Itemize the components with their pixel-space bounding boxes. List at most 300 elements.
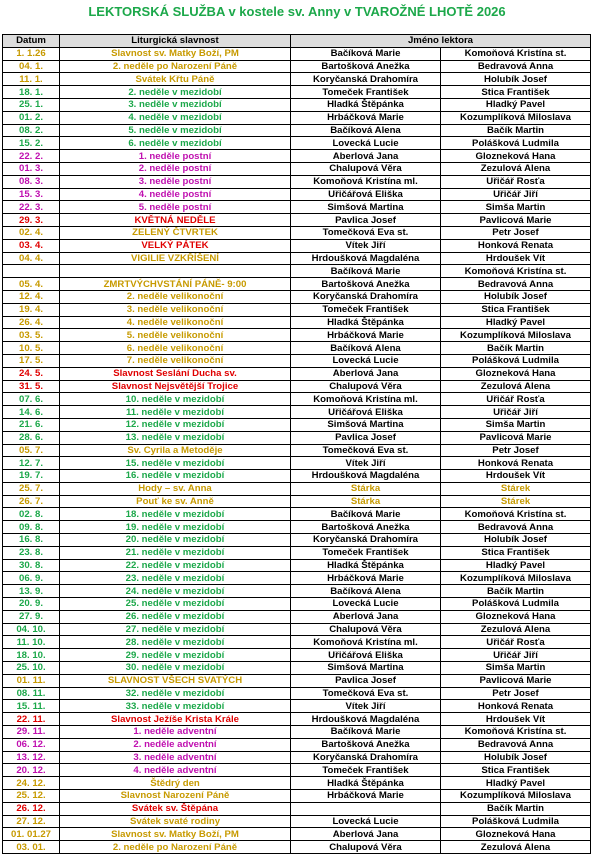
row-feast: 2. neděle v mezidobí bbox=[60, 86, 291, 99]
table-row bbox=[3, 239, 591, 252]
table-row bbox=[3, 649, 591, 662]
row-feast: Svátek svaté rodiny bbox=[60, 815, 291, 828]
row-feast bbox=[60, 265, 291, 278]
table-row bbox=[3, 687, 591, 700]
row-date: 16. 8. bbox=[3, 534, 60, 547]
row-date: 20. 12. bbox=[3, 764, 60, 777]
row-date: 01. 2. bbox=[3, 111, 60, 124]
row-date: 11. 10. bbox=[3, 636, 60, 649]
row-feast: 16. neděle v mezidobí bbox=[60, 470, 291, 483]
table-row bbox=[3, 559, 591, 572]
table-row bbox=[3, 495, 591, 508]
table-row bbox=[3, 674, 591, 687]
row-date: 20. 9. bbox=[3, 598, 60, 611]
table-row bbox=[3, 738, 591, 751]
row-feast: 22. neděle v mezidobí bbox=[60, 559, 291, 572]
row-lector-1: Koryčanská Drahomíra bbox=[291, 73, 441, 86]
row-lector-2: Honková Renata bbox=[441, 700, 591, 713]
row-feast: 21. neděle v mezidobí bbox=[60, 546, 291, 559]
row-lector-1: Hrdoušková Magdaléna bbox=[291, 470, 441, 483]
table-row bbox=[3, 162, 591, 175]
table-row bbox=[3, 751, 591, 764]
table-row bbox=[3, 610, 591, 623]
row-feast: VELKÝ PÁTEK bbox=[60, 239, 291, 252]
row-lector-2: Hrdoušek Vít bbox=[441, 470, 591, 483]
page-title: LEKTORSKÁ SLUŽBA v kostele sv. Anny v TVAROŽNÉ LHOTĚ 2026 bbox=[88, 4, 506, 19]
row-feast: 3. neděle v mezidobí bbox=[60, 98, 291, 111]
row-lector-2: Kozumplíková Miloslava bbox=[441, 329, 591, 342]
row-date: 26. 12. bbox=[3, 802, 60, 815]
row-lector-2: Holubík Josef bbox=[441, 290, 591, 303]
row-lector-2: Bedravová Anna bbox=[441, 60, 591, 73]
row-lector-2: Uřičář Jiří bbox=[441, 406, 591, 419]
row-lector-1: Hrbáčková Marie bbox=[291, 790, 441, 803]
row-feast: 2. neděle postní bbox=[60, 162, 291, 175]
table-row bbox=[3, 47, 591, 60]
row-feast: Slavnost sv. Matky Boží, PM bbox=[60, 47, 291, 60]
row-date: 17. 5. bbox=[3, 354, 60, 367]
header-date: Datum bbox=[3, 35, 60, 48]
table-row bbox=[3, 150, 591, 163]
row-feast: 15. neděle v mezidobí bbox=[60, 457, 291, 470]
table-row bbox=[3, 521, 591, 534]
row-feast: 3. neděle postní bbox=[60, 175, 291, 188]
table-row bbox=[3, 546, 591, 559]
row-lector-1: Bačíková Marie bbox=[291, 508, 441, 521]
row-feast: Svátek Křtu Páně bbox=[60, 73, 291, 86]
row-lector-1: Komoňová Kristína ml. bbox=[291, 393, 441, 406]
row-lector-2: Holubík Josef bbox=[441, 73, 591, 86]
row-lector-1: Chalupová Věra bbox=[291, 162, 441, 175]
table-row bbox=[3, 303, 591, 316]
row-lector-2: Komoňová Kristína st. bbox=[441, 47, 591, 60]
row-feast: 28. neděle v mezidobí bbox=[60, 636, 291, 649]
row-lector-2: Bedravová Anna bbox=[441, 738, 591, 751]
table-row bbox=[3, 777, 591, 790]
row-lector-2: Petr Josef bbox=[441, 687, 591, 700]
row-date: 1. 1.26 bbox=[3, 47, 60, 60]
row-feast: Slavnost sv. Matky Boží, PM bbox=[60, 828, 291, 841]
row-lector-1: Uřičářová Eliška bbox=[291, 188, 441, 201]
row-lector-1: Pavlica Josef bbox=[291, 214, 441, 227]
row-lector-2: Petr Josef bbox=[441, 444, 591, 457]
table-row bbox=[3, 252, 591, 265]
table-row bbox=[3, 329, 591, 342]
row-lector-2: Bedravová Anna bbox=[441, 278, 591, 291]
row-lector-1: Lovecká Lucie bbox=[291, 815, 441, 828]
row-lector-1: Chalupová Věra bbox=[291, 841, 441, 854]
row-lector-1: Hrdoušková Magdaléna bbox=[291, 713, 441, 726]
row-lector-2: Bedravová Anna bbox=[441, 521, 591, 534]
row-lector-2: Stica František bbox=[441, 764, 591, 777]
row-lector-2: Pavlicová Marie bbox=[441, 674, 591, 687]
row-feast: ZMRTVÝCHVSTÁNÍ PÁNĚ- 9:00 bbox=[60, 278, 291, 291]
row-lector-2: Holubík Josef bbox=[441, 751, 591, 764]
row-lector-2: Hladký Pavel bbox=[441, 98, 591, 111]
row-lector-1: Stárka bbox=[291, 482, 441, 495]
row-feast: 1. neděle adventní bbox=[60, 726, 291, 739]
row-lector-2: Stica František bbox=[441, 546, 591, 559]
row-lector-2: Polášková Ludmila bbox=[441, 137, 591, 150]
row-lector-1: Tomeček František bbox=[291, 546, 441, 559]
row-date: 30. 8. bbox=[3, 559, 60, 572]
row-lector-1: Tomeček František bbox=[291, 303, 441, 316]
row-lector-1: Komoňová Kristína ml. bbox=[291, 175, 441, 188]
row-date: 22. 2. bbox=[3, 150, 60, 163]
row-lector-2: Zezulová Alena bbox=[441, 623, 591, 636]
row-date: 27. 9. bbox=[3, 610, 60, 623]
row-feast: 5. neděle postní bbox=[60, 201, 291, 214]
row-feast: 24. neděle v mezidobí bbox=[60, 585, 291, 598]
row-date: 12. 7. bbox=[3, 457, 60, 470]
table-row bbox=[3, 662, 591, 675]
table-row bbox=[3, 73, 591, 86]
row-lector-1: Aberlová Jana bbox=[291, 150, 441, 163]
table-row bbox=[3, 802, 591, 815]
row-date bbox=[3, 265, 60, 278]
row-date: 18. 1. bbox=[3, 86, 60, 99]
row-lector-1: Komoňová Kristína ml. bbox=[291, 636, 441, 649]
row-lector-2: Kozumplíková Miloslava bbox=[441, 572, 591, 585]
row-feast: Slavnost Ježíše Krista Krále bbox=[60, 713, 291, 726]
row-feast: Hody – sv. Anna bbox=[60, 482, 291, 495]
row-date: 03. 5. bbox=[3, 329, 60, 342]
row-date: 28. 6. bbox=[3, 431, 60, 444]
row-date: 07. 6. bbox=[3, 393, 60, 406]
row-date: 05. 4. bbox=[3, 278, 60, 291]
row-date: 15. 2. bbox=[3, 137, 60, 150]
table-row bbox=[3, 598, 591, 611]
row-date: 25. 7. bbox=[3, 482, 60, 495]
row-lector-1: Bartošková Anežka bbox=[291, 278, 441, 291]
row-date: 10. 5. bbox=[3, 342, 60, 355]
row-date: 26. 4. bbox=[3, 316, 60, 329]
row-lector-1: Bartošková Anežka bbox=[291, 60, 441, 73]
row-lector-2: Zezulová Alena bbox=[441, 841, 591, 854]
row-lector-2: Stárek bbox=[441, 495, 591, 508]
row-feast: 3. neděle velikonoční bbox=[60, 303, 291, 316]
row-lector-2: Kozumplíková Miloslava bbox=[441, 790, 591, 803]
row-feast: 5. neděle v mezidobí bbox=[60, 124, 291, 137]
row-date: 21. 6. bbox=[3, 418, 60, 431]
row-feast: 2. neděle adventní bbox=[60, 738, 291, 751]
row-lector-2: Pavlicová Marie bbox=[441, 214, 591, 227]
row-lector-2: Bačík Martin bbox=[441, 802, 591, 815]
row-feast: 25. neděle v mezidobí bbox=[60, 598, 291, 611]
row-date: 26. 7. bbox=[3, 495, 60, 508]
row-feast: 6. neděle velikonoční bbox=[60, 342, 291, 355]
row-feast: 10. neděle v mezidobí bbox=[60, 393, 291, 406]
row-feast: ZELENÝ ČTVRTEK bbox=[60, 226, 291, 239]
row-feast: 2. neděle velikonoční bbox=[60, 290, 291, 303]
row-lector-2: Petr Josef bbox=[441, 226, 591, 239]
row-feast: 26. neděle v mezidobí bbox=[60, 610, 291, 623]
row-lector-2: Kozumplíková Miloslava bbox=[441, 111, 591, 124]
row-date: 08. 2. bbox=[3, 124, 60, 137]
row-lector-2: Hrdoušek Vít bbox=[441, 252, 591, 265]
row-lector-2: Bačík Martin bbox=[441, 124, 591, 137]
row-feast: 33. neděle v mezidobí bbox=[60, 700, 291, 713]
row-date: 19. 4. bbox=[3, 303, 60, 316]
row-lector-1: Chalupová Věra bbox=[291, 623, 441, 636]
table-row bbox=[3, 124, 591, 137]
row-date: 04. 4. bbox=[3, 252, 60, 265]
row-lector-2: Uřičář Rosťa bbox=[441, 393, 591, 406]
row-lector-1: Hladká Štěpánka bbox=[291, 777, 441, 790]
table-row bbox=[3, 354, 591, 367]
row-date: 19. 7. bbox=[3, 470, 60, 483]
row-feast: 1. neděle postní bbox=[60, 150, 291, 163]
row-lector-1: Lovecká Lucie bbox=[291, 598, 441, 611]
table-row bbox=[3, 290, 591, 303]
row-date: 04. 1. bbox=[3, 60, 60, 73]
row-feast: 6. neděle v mezidobí bbox=[60, 137, 291, 150]
row-lector-1: Bartošková Anežka bbox=[291, 521, 441, 534]
row-feast: 18. neděle v mezidobí bbox=[60, 508, 291, 521]
row-lector-2: Bačík Martin bbox=[441, 342, 591, 355]
table-row bbox=[3, 60, 591, 73]
row-date: 03. 4. bbox=[3, 239, 60, 252]
row-lector-2: Uřičář Jiří bbox=[441, 649, 591, 662]
row-lector-1: Bačíková Alena bbox=[291, 124, 441, 137]
row-lector-2: Simša Martin bbox=[441, 418, 591, 431]
row-lector-1: Bačíková Marie bbox=[291, 47, 441, 60]
row-lector-2: Komoňová Kristína st. bbox=[441, 265, 591, 278]
row-lector-1: Hladká Štěpánka bbox=[291, 559, 441, 572]
row-lector-1: Simšová Martina bbox=[291, 662, 441, 675]
table-row bbox=[3, 470, 591, 483]
table-row bbox=[3, 265, 591, 278]
row-lector-2: Glozneková Hana bbox=[441, 367, 591, 380]
row-lector-1: Stárka bbox=[291, 495, 441, 508]
row-feast: Sv. Cyrila a Metoděje bbox=[60, 444, 291, 457]
row-feast: 30. neděle v mezidobí bbox=[60, 662, 291, 675]
row-date: 22. 3. bbox=[3, 201, 60, 214]
row-date: 08. 3. bbox=[3, 175, 60, 188]
table-row bbox=[3, 188, 591, 201]
row-feast: Svátek sv. Štěpána bbox=[60, 802, 291, 815]
row-lector-1: Tomečková Eva st. bbox=[291, 226, 441, 239]
row-lector-2: Hladký Pavel bbox=[441, 316, 591, 329]
row-feast: 2. neděle po Narození Páně bbox=[60, 60, 291, 73]
table-row bbox=[3, 726, 591, 739]
row-date: 09. 8. bbox=[3, 521, 60, 534]
row-feast: 2. neděle po Narození Páně bbox=[60, 841, 291, 854]
row-lector-2: Uřičář Jiří bbox=[441, 188, 591, 201]
row-feast: 23. neděle v mezidobí bbox=[60, 572, 291, 585]
row-lector-1: Bačíková Alena bbox=[291, 342, 441, 355]
row-feast: 4. neděle postní bbox=[60, 188, 291, 201]
row-lector-2: Polášková Ludmila bbox=[441, 354, 591, 367]
row-lector-2: Uřičář Rosťa bbox=[441, 175, 591, 188]
row-feast: 12. neděle v mezidobí bbox=[60, 418, 291, 431]
row-lector-1: Tomečková Eva st. bbox=[291, 687, 441, 700]
row-feast: Štědrý den bbox=[60, 777, 291, 790]
row-feast: 3. neděle adventní bbox=[60, 751, 291, 764]
row-lector-1: Uřičářová Eliška bbox=[291, 406, 441, 419]
row-lector-2: Polášková Ludmila bbox=[441, 815, 591, 828]
row-feast: Slavnost Narození Páně bbox=[60, 790, 291, 803]
row-lector-2: Glozneková Hana bbox=[441, 828, 591, 841]
table-row bbox=[3, 393, 591, 406]
row-lector-1: Tomeček František bbox=[291, 764, 441, 777]
row-feast: VIGILIE VZKŘÍŠENÍ bbox=[60, 252, 291, 265]
row-date: 14. 6. bbox=[3, 406, 60, 419]
table-row bbox=[3, 380, 591, 393]
table-row bbox=[3, 214, 591, 227]
row-date: 06. 12. bbox=[3, 738, 60, 751]
table-row bbox=[3, 342, 591, 355]
row-date: 06. 9. bbox=[3, 572, 60, 585]
row-date: 08. 11. bbox=[3, 687, 60, 700]
row-date: 02. 8. bbox=[3, 508, 60, 521]
header-lector: Jméno lektora bbox=[291, 35, 591, 48]
table-row bbox=[3, 585, 591, 598]
row-feast: 4. neděle velikonoční bbox=[60, 316, 291, 329]
row-lector-2: Hrdoušek Vít bbox=[441, 713, 591, 726]
row-lector-1: Koryčanská Drahomíra bbox=[291, 751, 441, 764]
row-feast: 27. neděle v mezidobí bbox=[60, 623, 291, 636]
row-date: 29. 11. bbox=[3, 726, 60, 739]
table-row bbox=[3, 534, 591, 547]
row-lector-1: Hladká Štěpánka bbox=[291, 98, 441, 111]
table-row bbox=[3, 418, 591, 431]
table-row bbox=[3, 636, 591, 649]
row-lector-2: Honková Renata bbox=[441, 239, 591, 252]
table-row bbox=[3, 406, 591, 419]
row-lector-1: Simšová Martina bbox=[291, 418, 441, 431]
row-date: 18. 10. bbox=[3, 649, 60, 662]
row-lector-1: Hladká Štěpánka bbox=[291, 316, 441, 329]
row-lector-1: Tomeček František bbox=[291, 86, 441, 99]
table-row bbox=[3, 572, 591, 585]
row-date: 01. 3. bbox=[3, 162, 60, 175]
row-lector-1: Lovecká Lucie bbox=[291, 137, 441, 150]
table-row bbox=[3, 367, 591, 380]
row-lector-2: Zezulová Alena bbox=[441, 380, 591, 393]
row-date: 25. 10. bbox=[3, 662, 60, 675]
row-lector-2: Bačík Martin bbox=[441, 585, 591, 598]
row-lector-2: Stica František bbox=[441, 86, 591, 99]
row-lector-1 bbox=[291, 802, 441, 815]
row-feast: 32. neděle v mezidobí bbox=[60, 687, 291, 700]
row-lector-1: Bartošková Anežka bbox=[291, 738, 441, 751]
table-row bbox=[3, 790, 591, 803]
row-feast: 5. neděle velikonoční bbox=[60, 329, 291, 342]
table-row bbox=[3, 482, 591, 495]
row-feast: SLAVNOST VŠECH SVATÝCH bbox=[60, 674, 291, 687]
row-date: 12. 4. bbox=[3, 290, 60, 303]
row-lector-2: Uřičář Rosťa bbox=[441, 636, 591, 649]
row-lector-2: Pavlicová Marie bbox=[441, 431, 591, 444]
row-lector-1: Uřičářová Eliška bbox=[291, 649, 441, 662]
row-lector-2: Hladký Pavel bbox=[441, 559, 591, 572]
table-row bbox=[3, 201, 591, 214]
table-row bbox=[3, 137, 591, 150]
row-lector-2: Komoňová Kristína st. bbox=[441, 508, 591, 521]
row-lector-2: Hladký Pavel bbox=[441, 777, 591, 790]
row-lector-1: Hrbáčková Marie bbox=[291, 572, 441, 585]
row-lector-1: Pavlica Josef bbox=[291, 431, 441, 444]
row-feast: 13. neděle v mezidobí bbox=[60, 431, 291, 444]
row-date: 15. 11. bbox=[3, 700, 60, 713]
row-lector-2: Zezulová Alena bbox=[441, 162, 591, 175]
row-date: 13. 12. bbox=[3, 751, 60, 764]
row-lector-2: Komoňová Kristína st. bbox=[441, 726, 591, 739]
row-date: 31. 5. bbox=[3, 380, 60, 393]
row-feast: KVĚTNÁ NEDĚLE bbox=[60, 214, 291, 227]
table-row bbox=[3, 316, 591, 329]
row-lector-2: Simša Martin bbox=[441, 662, 591, 675]
table-row bbox=[3, 713, 591, 726]
row-date: 29. 3. bbox=[3, 214, 60, 227]
row-date: 01. 11. bbox=[3, 674, 60, 687]
row-date: 13. 9. bbox=[3, 585, 60, 598]
row-date: 03. 01. bbox=[3, 841, 60, 854]
row-feast: 4. neděle adventní bbox=[60, 764, 291, 777]
row-date: 24. 12. bbox=[3, 777, 60, 790]
table-row bbox=[3, 444, 591, 457]
table-row bbox=[3, 86, 591, 99]
table-row bbox=[3, 98, 591, 111]
row-lector-1: Vítek Jiří bbox=[291, 457, 441, 470]
table-row bbox=[3, 226, 591, 239]
table-row bbox=[3, 764, 591, 777]
table-row bbox=[3, 841, 591, 854]
row-lector-2: Glozneková Hana bbox=[441, 610, 591, 623]
row-feast: Pouť ke sv. Anně bbox=[60, 495, 291, 508]
row-feast: 20. neděle v mezidobí bbox=[60, 534, 291, 547]
row-date: 11. 1. bbox=[3, 73, 60, 86]
row-lector-1: Bačíková Marie bbox=[291, 726, 441, 739]
table-row bbox=[3, 278, 591, 291]
row-lector-2: Honková Renata bbox=[441, 457, 591, 470]
lector-schedule-table bbox=[2, 34, 591, 854]
row-lector-1: Vítek Jiří bbox=[291, 700, 441, 713]
table-row bbox=[3, 431, 591, 444]
row-date: 01. 01.27 bbox=[3, 828, 60, 841]
row-feast: 11. neděle v mezidobí bbox=[60, 406, 291, 419]
row-lector-1: Tomečková Eva st. bbox=[291, 444, 441, 457]
row-feast: 29. neděle v mezidobí bbox=[60, 649, 291, 662]
row-lector-1: Vítek Jiří bbox=[291, 239, 441, 252]
row-date: 15. 3. bbox=[3, 188, 60, 201]
table-row bbox=[3, 508, 591, 521]
row-feast: 19. neděle v mezidobí bbox=[60, 521, 291, 534]
row-lector-1: Bačíková Marie bbox=[291, 265, 441, 278]
table-header-row bbox=[3, 35, 591, 48]
row-lector-1: Pavlica Josef bbox=[291, 674, 441, 687]
row-feast: 4. neděle v mezidobí bbox=[60, 111, 291, 124]
row-lector-2: Polášková Ludmila bbox=[441, 598, 591, 611]
row-lector-1: Aberlová Jana bbox=[291, 610, 441, 623]
row-lector-2: Holubík Josef bbox=[441, 534, 591, 547]
table-row bbox=[3, 111, 591, 124]
row-date: 25. 1. bbox=[3, 98, 60, 111]
row-date: 27. 12. bbox=[3, 815, 60, 828]
table-row bbox=[3, 623, 591, 636]
table-row bbox=[3, 175, 591, 188]
row-lector-1: Bačíková Alena bbox=[291, 585, 441, 598]
row-lector-2: Simša Martin bbox=[441, 201, 591, 214]
table-row bbox=[3, 828, 591, 841]
row-lector-1: Chalupová Věra bbox=[291, 380, 441, 393]
row-lector-2: Stárek bbox=[441, 482, 591, 495]
table-row bbox=[3, 457, 591, 470]
row-lector-1: Simšová Martina bbox=[291, 201, 441, 214]
table-row bbox=[3, 700, 591, 713]
row-lector-2: Stica František bbox=[441, 303, 591, 316]
